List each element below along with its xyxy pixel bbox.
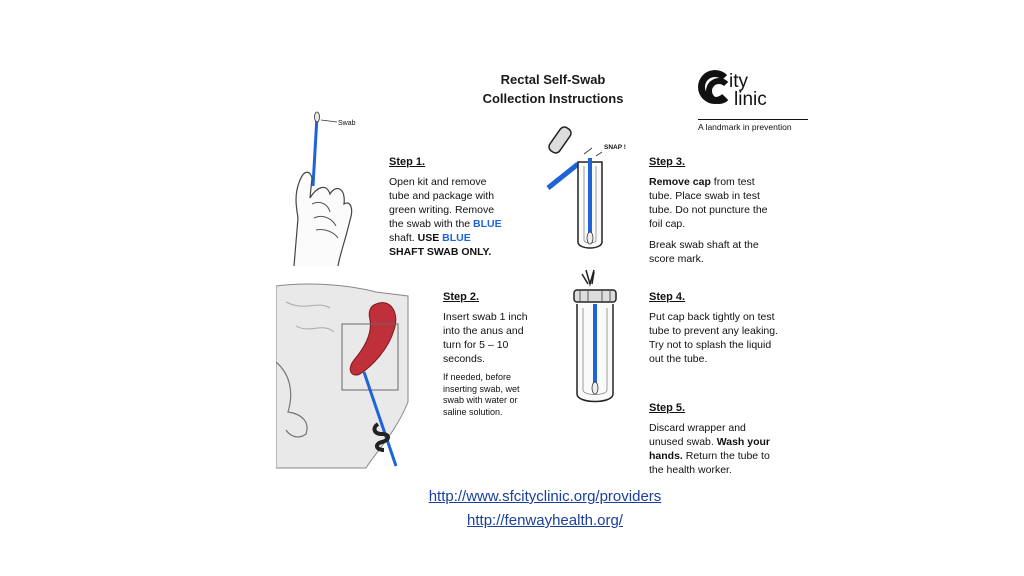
instructions-title: [458, 70, 648, 108]
step-3-text-run: from test: [710, 176, 755, 188]
step-4-line: Try not to splash the liquid: [649, 339, 772, 351]
tube-cap: [547, 125, 573, 155]
step-1-text-run: shaft.: [389, 232, 418, 244]
hand-outline: [294, 172, 352, 266]
step-2-line: into the anus and: [443, 325, 524, 337]
step-1-line: [389, 217, 539, 231]
step-1-blue-word: BLUE: [442, 232, 471, 244]
logo-rule: [698, 119, 808, 120]
step-5: [649, 402, 824, 477]
press-down-arrow-icon: [582, 270, 594, 284]
step-3-line: score mark.: [649, 253, 704, 265]
step-5-text-run: unused swab.: [649, 436, 717, 448]
step-5-bold-run: Wash your: [716, 436, 771, 448]
step-5-line: [649, 449, 824, 463]
step-1-line: SHAFT SWAB ONLY.: [389, 246, 492, 258]
step-2-note: [443, 372, 573, 418]
snap-mark: [596, 152, 602, 156]
step-5-line: Discard wrapper and: [649, 422, 746, 434]
step-2-line: Insert swab 1 inch: [443, 311, 528, 323]
step-3-line: Break swab shaft at the: [649, 239, 759, 251]
step-2: [443, 291, 573, 418]
step-3-text: [649, 175, 819, 266]
anatomy-insertion-illustration: [276, 282, 426, 470]
step-5-heading: Step 5.: [649, 402, 686, 414]
step-3: [649, 156, 819, 266]
swab-tip: [315, 112, 320, 122]
step-2-note-line: swab with water or: [443, 395, 518, 405]
step-4-text: [649, 310, 824, 366]
step-2-heading: Step 2.: [443, 291, 480, 303]
step-5-text: [649, 421, 824, 477]
step-2-note-line: If needed, before: [443, 372, 512, 382]
snap-mark: [584, 148, 592, 154]
step-3-heading: Step 3.: [649, 156, 686, 168]
step-1-blue-word: BLUE: [473, 218, 502, 230]
step-5-line: [649, 435, 824, 449]
step-3-line: foil cap.: [649, 218, 686, 230]
step-4-line: Put cap back tightly on test: [649, 311, 775, 323]
step-4-line: tube to prevent any leaking.: [649, 325, 779, 337]
fenwayhealth-link[interactable]: http://fenwayhealth.org/: [467, 512, 623, 529]
step-5-bold-run: hands.: [649, 450, 683, 462]
step-3-bold-run: Remove cap: [649, 176, 711, 188]
step-1: [389, 156, 539, 259]
step-1-line: green writing. Remove: [389, 204, 495, 216]
swab-shaft-angled: [548, 164, 578, 188]
step-1-heading: Step 1.: [389, 156, 426, 168]
hand-holding-swab-illustration: [280, 108, 380, 268]
step-2-note-line: saline solution.: [443, 406, 503, 417]
step-5-line: the health worker.: [649, 464, 732, 476]
step-2-line: seconds.: [443, 353, 486, 365]
step-1-line: Open kit and remove: [389, 176, 487, 188]
tube-cap-removed-illustration: [540, 118, 640, 258]
step-4-heading: Step 4.: [649, 291, 686, 303]
step-1-text-run: the swab with the: [389, 218, 474, 230]
logo-tagline: A landmark in prevention: [698, 122, 792, 132]
step-1-line: [389, 231, 539, 245]
step-5-text-run: Return the tube to: [682, 450, 770, 462]
snap-label: SNAP !: [604, 144, 626, 151]
sfcityclinic-link[interactable]: http://www.sfcityclinic.org/providers: [428, 488, 662, 505]
step-4: [649, 291, 824, 366]
step-3-line: [649, 175, 819, 189]
swab-shaft: [313, 116, 317, 186]
step-2-note-line: inserting swab, wet: [443, 383, 520, 394]
swab-label: Swab: [338, 120, 356, 127]
swab-pointer-line: [321, 120, 337, 122]
step-2-line: turn for 5 – 10: [443, 339, 509, 351]
swab-tip: [592, 382, 598, 394]
step-2-text: [443, 310, 573, 366]
tube-cap-replaced-illustration: [560, 268, 630, 410]
step-3-line: tube. Do not puncture the: [649, 204, 768, 216]
logo-word-city: ity: [729, 71, 748, 92]
title-line-1: Rectal Self-Swab: [500, 72, 606, 87]
step-1-text: [389, 175, 539, 259]
swab-tip: [587, 232, 593, 244]
step-1-bold-run: USE: [417, 232, 443, 244]
step-1-line: tube and package with: [389, 190, 495, 202]
step-3-line: tube. Place swab in test: [649, 190, 760, 202]
title-line-2: Collection Instructions: [482, 91, 624, 106]
city-clinic-logo: [696, 68, 816, 134]
step-4-line: out the tube.: [649, 353, 708, 365]
logo-word-clinic: linic: [734, 89, 767, 110]
